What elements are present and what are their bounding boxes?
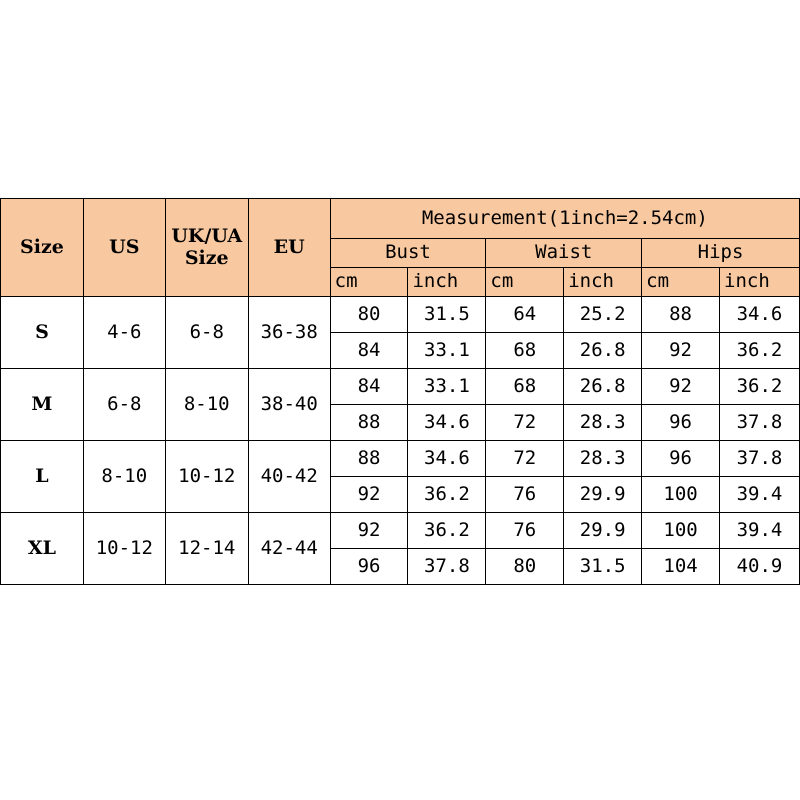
header-waist-cm: cm bbox=[486, 268, 564, 297]
us-cell: 4-6 bbox=[83, 297, 165, 369]
waist-cm-cell: 68 bbox=[486, 333, 564, 369]
bust-inch-cell: 33.1 bbox=[408, 333, 486, 369]
us-cell: 8-10 bbox=[83, 441, 165, 513]
waist-inch-cell: 28.3 bbox=[564, 405, 642, 441]
bust-cm-cell: 80 bbox=[330, 297, 408, 333]
waist-inch-cell: 25.2 bbox=[564, 297, 642, 333]
hips-cm-cell: 96 bbox=[642, 441, 720, 477]
header-uk-line1: UK/UA bbox=[171, 224, 243, 247]
hips-inch-cell: 39.4 bbox=[720, 513, 800, 549]
hips-cm-cell: 100 bbox=[642, 513, 720, 549]
us-cell: 10-12 bbox=[83, 513, 165, 585]
waist-inch-cell: 29.9 bbox=[564, 513, 642, 549]
table-row bbox=[1, 513, 800, 549]
bust-inch-cell: 34.6 bbox=[408, 405, 486, 441]
hips-cm-cell: 88 bbox=[642, 297, 720, 333]
bust-cm-cell: 92 bbox=[330, 513, 408, 549]
waist-cm-cell: 72 bbox=[486, 441, 564, 477]
eu-cell: 38-40 bbox=[248, 369, 330, 441]
hips-inch-cell: 36.2 bbox=[720, 369, 800, 405]
waist-cm-cell: 76 bbox=[486, 477, 564, 513]
bust-cm-cell: 88 bbox=[330, 441, 408, 477]
header-size: Size bbox=[1, 199, 84, 297]
waist-cm-cell: 76 bbox=[486, 513, 564, 549]
hips-cm-cell: 92 bbox=[642, 369, 720, 405]
hips-cm-cell: 92 bbox=[642, 333, 720, 369]
hips-cm-cell: 100 bbox=[642, 477, 720, 513]
header-uk-ua-size bbox=[165, 199, 248, 297]
header-hips-inch: inch bbox=[720, 268, 800, 297]
hips-inch-cell: 36.2 bbox=[720, 333, 800, 369]
hips-cm-cell: 96 bbox=[642, 405, 720, 441]
bust-cm-cell: 96 bbox=[330, 549, 408, 585]
bust-inch-cell: 34.6 bbox=[408, 441, 486, 477]
header-uk-line2: Size bbox=[184, 246, 229, 269]
table-row bbox=[1, 369, 800, 405]
waist-cm-cell: 80 bbox=[486, 549, 564, 585]
waist-inch-cell: 26.8 bbox=[564, 333, 642, 369]
table-row bbox=[1, 297, 800, 333]
us-cell: 6-8 bbox=[83, 369, 165, 441]
bust-inch-cell: 31.5 bbox=[408, 297, 486, 333]
bust-inch-cell: 36.2 bbox=[408, 513, 486, 549]
waist-cm-cell: 64 bbox=[486, 297, 564, 333]
eu-cell: 36-38 bbox=[248, 297, 330, 369]
waist-inch-cell: 28.3 bbox=[564, 441, 642, 477]
header-bust-cm: cm bbox=[330, 268, 408, 297]
bust-cm-cell: 88 bbox=[330, 405, 408, 441]
hips-inch-cell: 39.4 bbox=[720, 477, 800, 513]
waist-inch-cell: 26.8 bbox=[564, 369, 642, 405]
hips-inch-cell: 40.9 bbox=[720, 549, 800, 585]
waist-inch-cell: 29.9 bbox=[564, 477, 642, 513]
header-waist: Waist bbox=[486, 239, 642, 268]
eu-cell: 42-44 bbox=[248, 513, 330, 585]
header-us: US bbox=[83, 199, 165, 297]
size-cell: S bbox=[1, 297, 84, 369]
size-cell: L bbox=[1, 441, 84, 513]
waist-cm-cell: 72 bbox=[486, 405, 564, 441]
eu-cell: 40-42 bbox=[248, 441, 330, 513]
hips-inch-cell: 37.8 bbox=[720, 405, 800, 441]
size-cell: M bbox=[1, 369, 84, 441]
uk-cell: 8-10 bbox=[165, 369, 248, 441]
bust-inch-cell: 37.8 bbox=[408, 549, 486, 585]
bust-cm-cell: 84 bbox=[330, 333, 408, 369]
header-measurement: Measurement(1inch=2.54cm) bbox=[330, 199, 799, 239]
bust-inch-cell: 33.1 bbox=[408, 369, 486, 405]
uk-cell: 6-8 bbox=[165, 297, 248, 369]
waist-cm-cell: 68 bbox=[486, 369, 564, 405]
header-eu: EU bbox=[248, 199, 330, 297]
header-bust: Bust bbox=[330, 239, 486, 268]
header-bust-inch: inch bbox=[408, 268, 486, 297]
size-chart-table bbox=[0, 198, 800, 585]
hips-cm-cell: 104 bbox=[642, 549, 720, 585]
size-cell: XL bbox=[1, 513, 84, 585]
hips-inch-cell: 37.8 bbox=[720, 441, 800, 477]
waist-inch-cell: 31.5 bbox=[564, 549, 642, 585]
header-waist-inch: inch bbox=[564, 268, 642, 297]
uk-cell: 10-12 bbox=[165, 441, 248, 513]
hips-inch-cell: 34.6 bbox=[720, 297, 800, 333]
bust-inch-cell: 36.2 bbox=[408, 477, 486, 513]
table-row bbox=[1, 441, 800, 477]
header-hips: Hips bbox=[642, 239, 800, 268]
uk-cell: 12-14 bbox=[165, 513, 248, 585]
header-hips-cm: cm bbox=[642, 268, 720, 297]
bust-cm-cell: 92 bbox=[330, 477, 408, 513]
bust-cm-cell: 84 bbox=[330, 369, 408, 405]
